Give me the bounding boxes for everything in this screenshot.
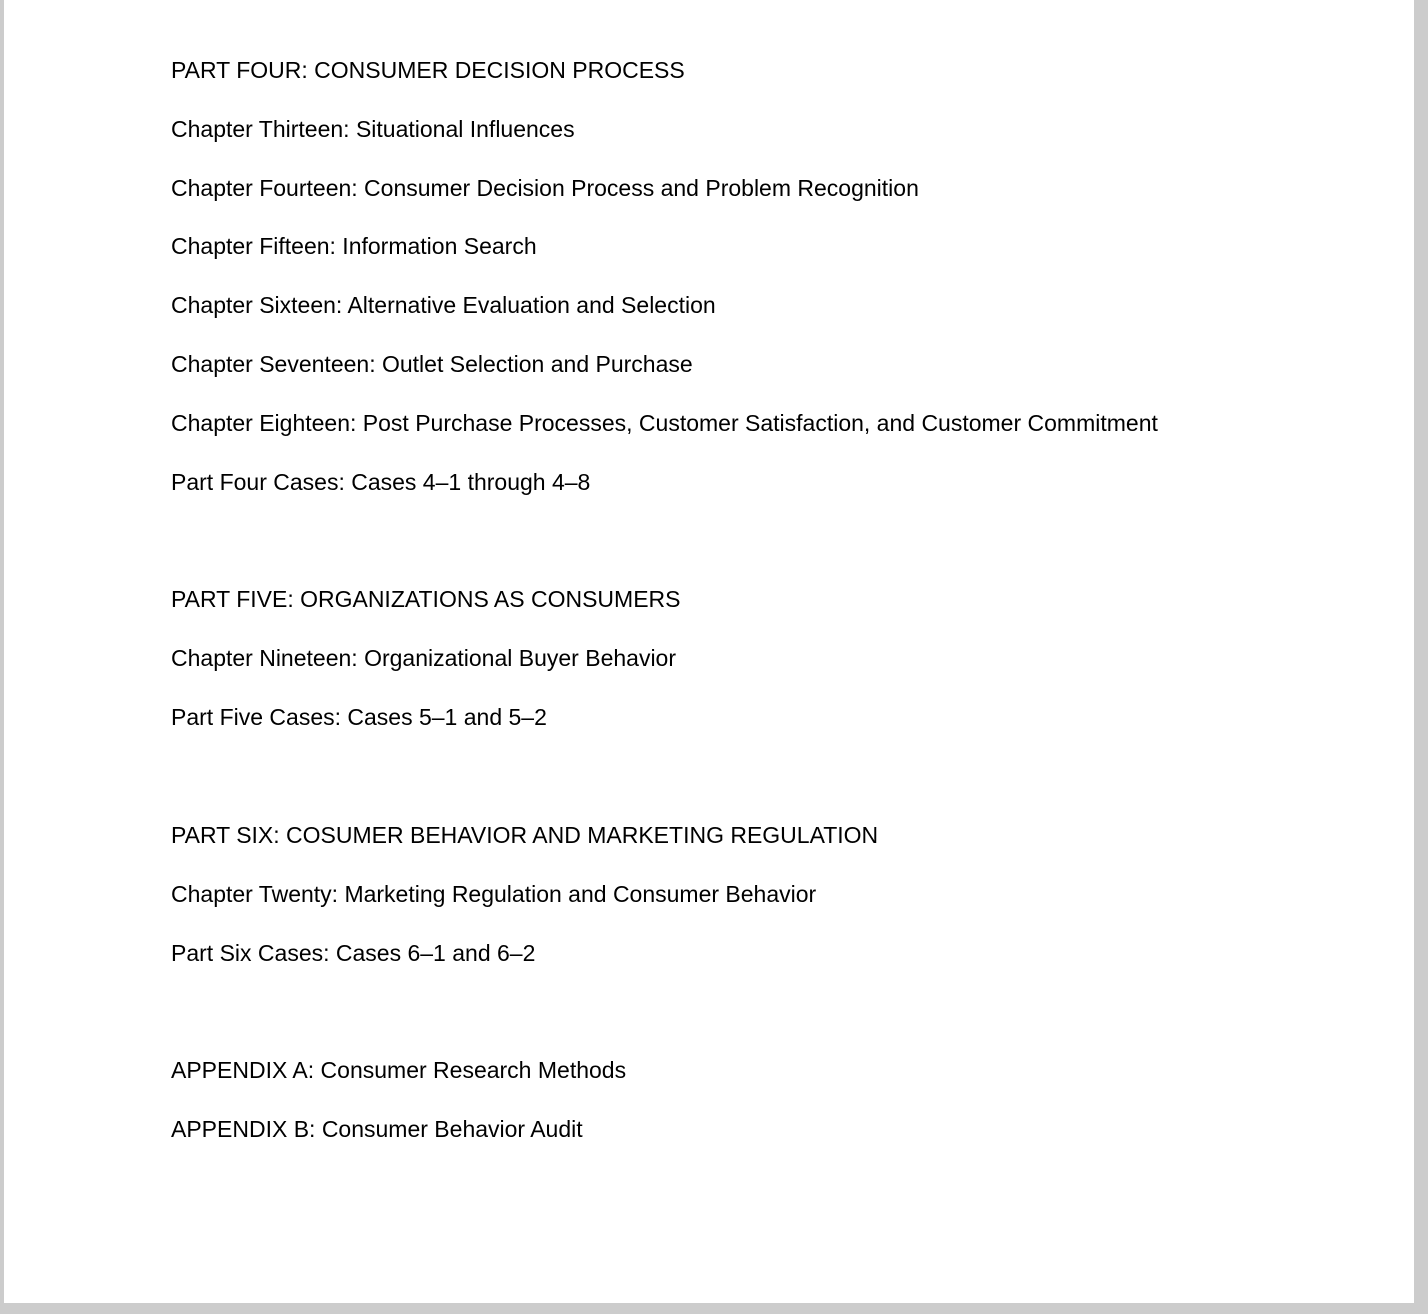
part-five-heading: PART FIVE: ORGANIZATIONS AS CONSUMERS <box>171 586 681 612</box>
document-page <box>4 0 1414 1303</box>
chapter-fifteen-entry: Chapter Fifteen: Information Search <box>171 233 537 259</box>
appendix-b-entry: APPENDIX B: Consumer Behavior Audit <box>171 1116 583 1142</box>
chapter-nineteen-entry: Chapter Nineteen: Organizational Buyer Behavior <box>171 645 677 671</box>
chapter-eighteen-entry: Chapter Eighteen: Post Purchase Processes, Customer Satisfaction, and Customer Commitment <box>171 410 1158 436</box>
part-four-cases-entry: Part Four Cases: Cases 4–1 through 4–8 <box>171 469 591 495</box>
part-four-heading: PART FOUR: CONSUMER DECISION PROCESS <box>171 57 685 83</box>
chapter-seventeen-entry: Chapter Seventeen: Outlet Selection and Purchase <box>171 351 693 377</box>
part-five-cases-entry: Part Five Cases: Cases 5–1 and 5–2 <box>171 704 547 730</box>
chapter-thirteen-entry: Chapter Thirteen: Situational Influences <box>171 116 575 142</box>
appendix-a-entry: APPENDIX A: Consumer Research Methods <box>171 1057 627 1083</box>
chapter-sixteen-entry: Chapter Sixteen: Alternative Evaluation and Selection <box>171 292 716 318</box>
chapter-fourteen-entry: Chapter Fourteen: Consumer Decision Process and Problem Recognition <box>171 175 919 201</box>
chapter-twenty-entry: Chapter Twenty: Marketing Regulation and Consumer Behavior <box>171 881 817 907</box>
part-six-heading: PART SIX: COSUMER BEHAVIOR AND MARKETING REGULATION <box>171 822 879 848</box>
part-six-cases-entry: Part Six Cases: Cases 6–1 and 6–2 <box>171 940 536 966</box>
